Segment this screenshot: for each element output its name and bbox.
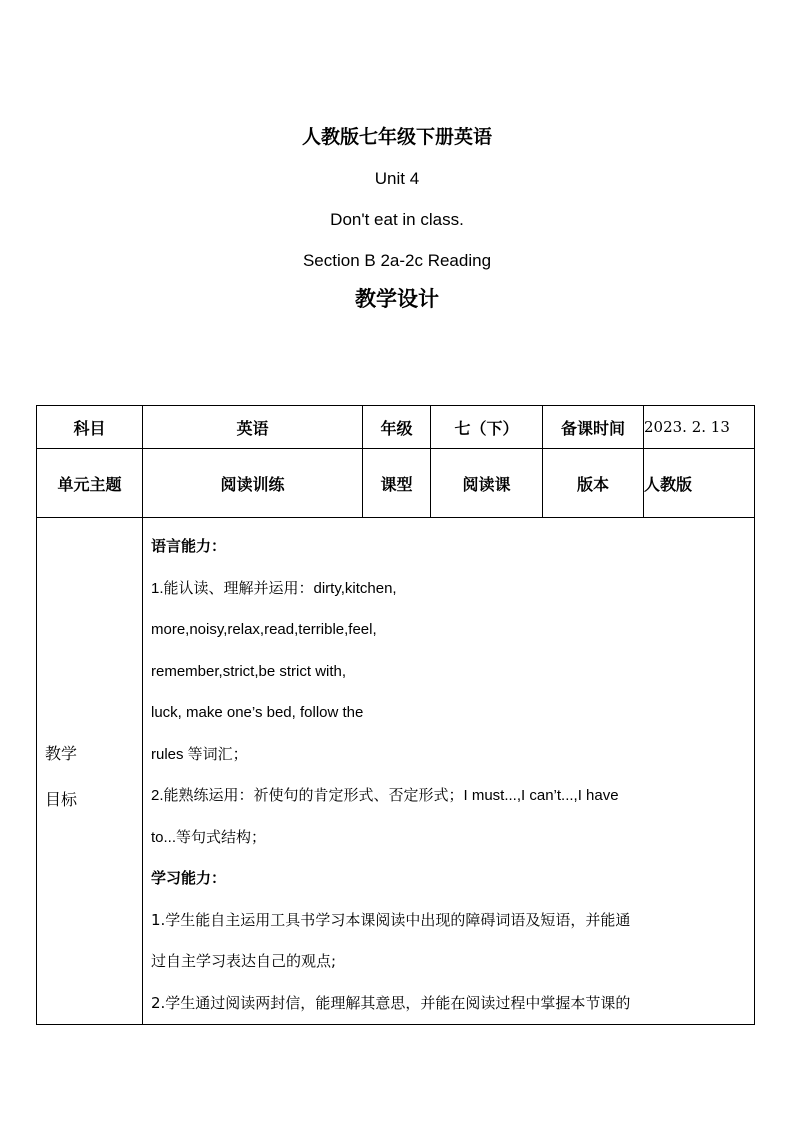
edition-label: 版本 (543, 449, 644, 518)
objective-line: 过自主学习表达自己的观点; (151, 952, 337, 970)
prep-time-value: 2023. 2. 13 (644, 406, 755, 449)
lesson-info-table (36, 405, 755, 1025)
objectives-label-cell (37, 518, 143, 1025)
objective-heading-learning: 学习能力： (151, 869, 227, 887)
section-title: Section B 2a-2c Reading (302, 251, 492, 270)
objective-line: luck, make one’s bed, follow the (151, 704, 364, 721)
objectives-label-line2: 目标 (45, 790, 78, 809)
document-header (0, 120, 794, 313)
unit-theme-value: 阅读训练 (143, 449, 363, 518)
unit-title: Don't eat in class. (330, 210, 464, 229)
objective-line: to...等句式结构； (151, 828, 267, 846)
objectives-label-line1: 教学 (45, 744, 78, 763)
objective-line: 1.学生能自主运用工具书学习本课阅读中出现的障碍词语及短语，并能通 (151, 910, 631, 929)
grade-value: 七（下） (431, 406, 543, 449)
objective-line: more,noisy,relax,read,terrible,feel, (151, 621, 377, 638)
objective-heading-language: 语言能力： (151, 537, 227, 555)
lesson-type-value: 阅读课 (431, 449, 543, 518)
objective-line: rules 等词汇； (151, 745, 248, 763)
document-title: 人教版七年级下册英语 (301, 126, 492, 148)
subject-value: 英语 (143, 406, 363, 449)
unit-number: Unit 4 (374, 169, 420, 188)
design-title: 教学设计 (355, 287, 439, 311)
grade-label: 年级 (363, 406, 431, 449)
table-row (37, 449, 755, 518)
objective-line: remember,strict,be strict with, (151, 662, 347, 680)
prep-time-label: 备课时间 (543, 406, 644, 449)
edition-value: 人教版 (644, 449, 755, 518)
table-row (37, 518, 755, 1025)
unit-theme-label: 单元主题 (37, 449, 143, 518)
objectives-content-cell (143, 518, 755, 1025)
objective-line: 1.能认读、理解并运用：dirty,kitchen, (151, 579, 397, 597)
lesson-type-label: 课型 (363, 449, 431, 518)
objective-line: 2.学生通过阅读两封信，能理解其意思，并能在阅读过程中掌握本节课的 (151, 993, 631, 1012)
table-row (37, 406, 755, 449)
objective-line: 2.能熟练运用：祈使句的肯定形式、否定形式；I must...,I can’t...,I have (151, 787, 619, 804)
objectives-text (143, 518, 754, 1024)
subject-label: 科目 (37, 406, 143, 449)
